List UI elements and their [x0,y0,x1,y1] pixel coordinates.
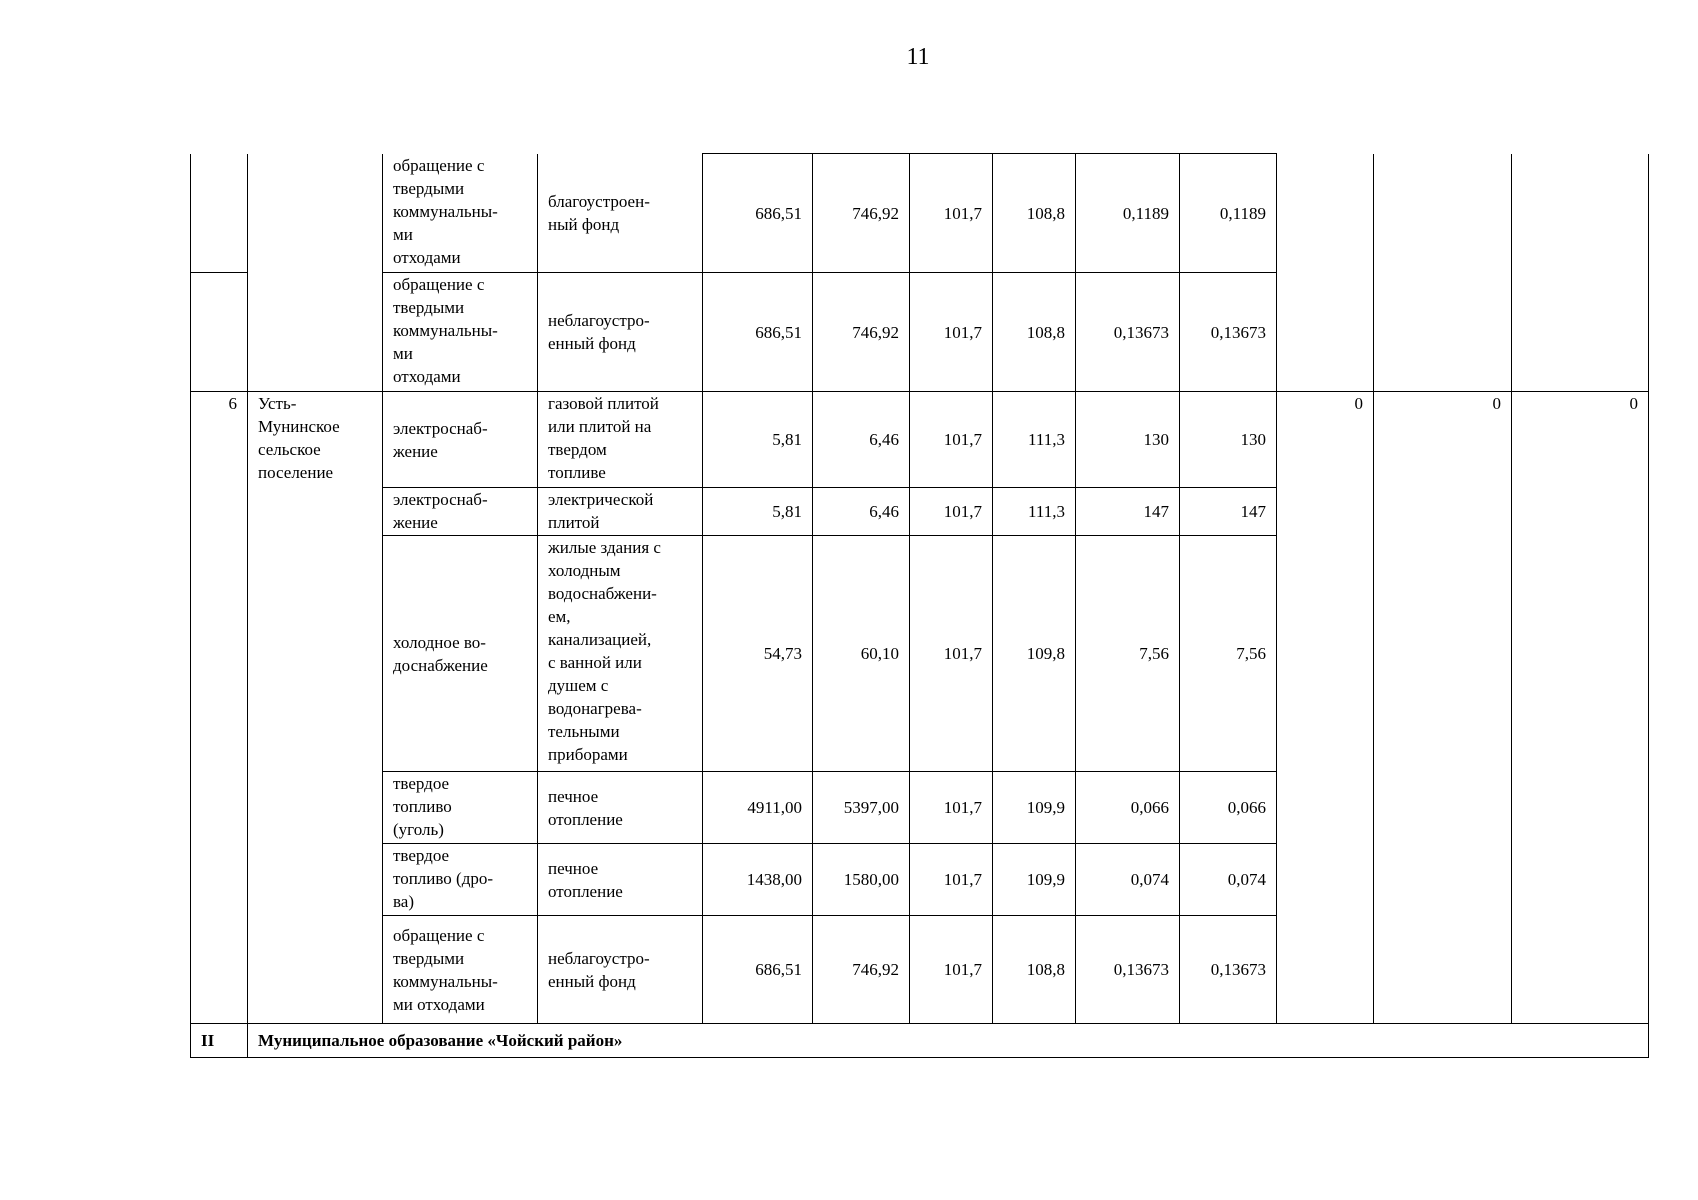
value-cell: 7,56 [1076,536,1180,772]
value-cell: 108,8 [993,273,1076,392]
settlement-name: Усть- Мунинское сельское поселение [248,392,383,1024]
value-cell: 0,074 [1180,844,1277,916]
page-number: 11 [906,44,930,70]
value-cell: 111,3 [993,488,1076,536]
extra-value-1: 0 [1277,392,1374,1024]
value-cell: 686,51 [703,154,813,273]
number-cell [191,273,248,392]
number-cell [191,154,248,273]
value-cell: 101,7 [910,844,993,916]
value-cell: 60,10 [813,536,910,772]
value-cell: 54,73 [703,536,813,772]
value-cell: 101,7 [910,154,993,273]
category-cell: благоустроен- ный фонд [538,154,703,273]
settlement-cell [248,154,383,392]
value-cell: 0,066 [1180,772,1277,844]
value-cell: 101,7 [910,916,993,1024]
value-cell: 109,9 [993,844,1076,916]
category-cell: печное отопление [538,844,703,916]
value-cell: 1580,00 [813,844,910,916]
value-cell: 0,13673 [1180,273,1277,392]
value-cell: 101,7 [910,488,993,536]
value-cell: 746,92 [813,916,910,1024]
value-cell: 4911,00 [703,772,813,844]
value-cell: 108,8 [993,916,1076,1024]
value-cell: 130 [1076,392,1180,488]
section-number: II [191,1024,248,1058]
value-cell: 5397,00 [813,772,910,844]
value-cell: 147 [1180,488,1277,536]
service-cell: электроснаб- жение [383,392,538,488]
section-row [191,1024,1649,1058]
section-title: Муниципальное образование «Чойский район» [248,1024,1649,1058]
value-cell: 0,1189 [1076,154,1180,273]
value-cell: 686,51 [703,916,813,1024]
service-cell: обращение с твердыми коммунальны- ми отходами [383,916,538,1024]
value-cell: 101,7 [910,536,993,772]
value-cell: 0,066 [1076,772,1180,844]
value-cell: 1438,00 [703,844,813,916]
value-cell: 0,13673 [1076,916,1180,1024]
value-cell: 5,81 [703,392,813,488]
value-cell: 6,46 [813,488,910,536]
value-cell: 101,7 [910,273,993,392]
category-cell: жилые здания с холодным водоснабжени- ем, канализацией, с ванной или душем с водонагрева- тельными приборами [538,536,703,772]
extra-value-3: 0 [1512,392,1649,1024]
service-cell: твердое топливо (уголь) [383,772,538,844]
value-cell: 0,13673 [1076,273,1180,392]
service-cell: холодное во- доснабжение [383,536,538,772]
value-cell: 101,7 [910,392,993,488]
value-cell: 7,56 [1180,536,1277,772]
category-cell: неблагоустро- енный фонд [538,273,703,392]
tariff-table [190,153,1649,1058]
value-cell: 0,13673 [1180,916,1277,1024]
value-cell: 109,8 [993,536,1076,772]
service-cell: обращение с твердыми коммунальны- ми отходами [383,273,538,392]
service-cell: электроснаб- жение [383,488,538,536]
settlement-number: 6 [191,392,248,1024]
extra-value-2: 0 [1374,392,1512,1024]
table-row [191,392,1649,488]
value-cell: 108,8 [993,154,1076,273]
extra-cell [1374,154,1512,392]
extra-cell [1277,154,1374,392]
table-row [191,154,1649,273]
value-cell: 111,3 [993,392,1076,488]
value-cell: 0,1189 [1180,154,1277,273]
category-cell: газовой плитой или плитой на твердом топливе [538,392,703,488]
value-cell: 109,9 [993,772,1076,844]
value-cell: 746,92 [813,273,910,392]
category-cell: неблагоустро- енный фонд [538,916,703,1024]
service-cell: твердое топливо (дро- ва) [383,844,538,916]
value-cell: 686,51 [703,273,813,392]
value-cell: 130 [1180,392,1277,488]
extra-cell [1512,154,1649,392]
service-cell: обращение с твердыми коммунальны- ми отходами [383,154,538,273]
value-cell: 0,074 [1076,844,1180,916]
value-cell: 5,81 [703,488,813,536]
value-cell: 6,46 [813,392,910,488]
value-cell: 147 [1076,488,1180,536]
value-cell: 746,92 [813,154,910,273]
category-cell: печное отопление [538,772,703,844]
value-cell: 101,7 [910,772,993,844]
category-cell: электрической плитой [538,488,703,536]
